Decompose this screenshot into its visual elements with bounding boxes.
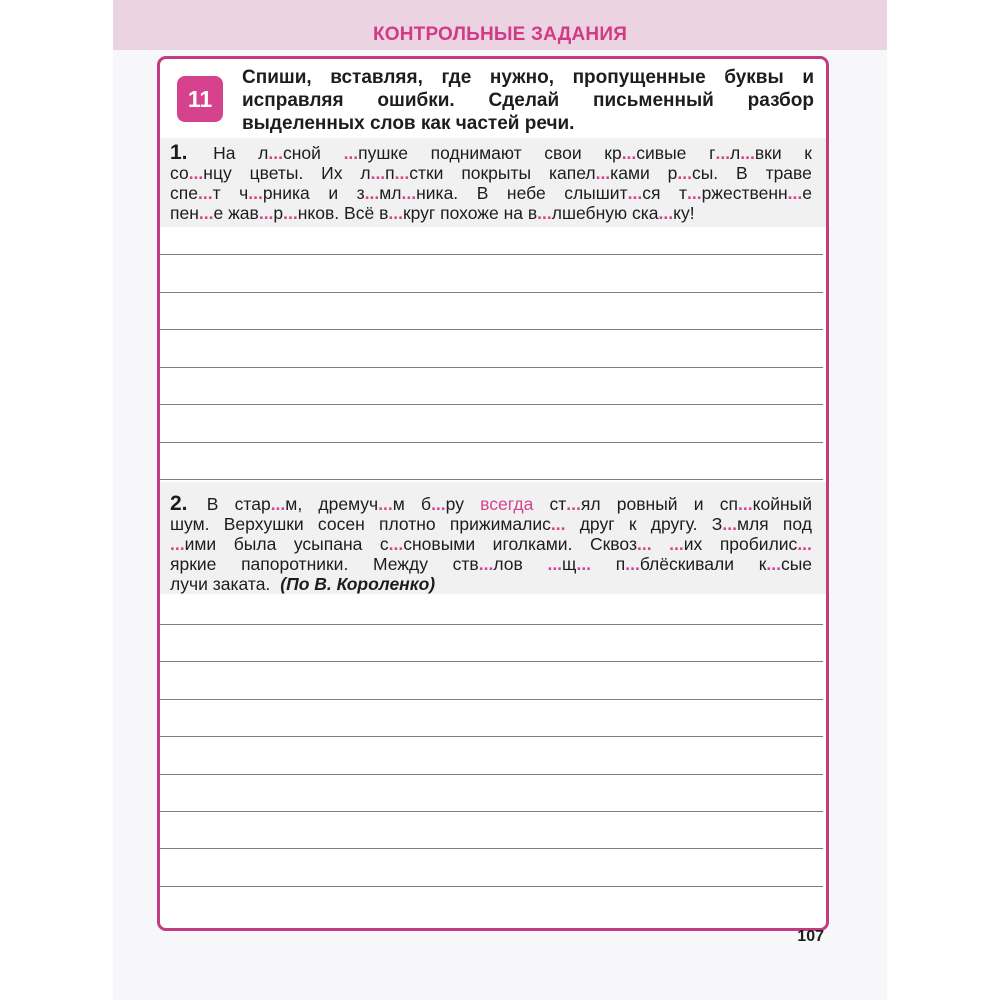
- word: усыпана: [293, 534, 363, 554]
- missing-letter-gap: ...: [478, 554, 494, 574]
- word: прижималис...: [449, 514, 566, 534]
- word: Между: [373, 554, 428, 574]
- missing-letter-gap: ...: [283, 203, 298, 223]
- word: ч...рника: [239, 183, 310, 203]
- writing-line: [160, 479, 823, 480]
- exercise-1-text: [170, 143, 812, 223]
- writing-line: [160, 699, 823, 700]
- word: р...сы.: [667, 163, 719, 183]
- writing-line: [160, 442, 823, 443]
- word: в...лшебную: [527, 203, 628, 223]
- missing-letter-gap: ...: [787, 183, 803, 203]
- word: сп...койный: [719, 494, 812, 514]
- missing-letter-gap: ...: [537, 203, 552, 223]
- missing-letter-gap: ...: [343, 143, 359, 163]
- missing-letter-gap: ...: [364, 183, 380, 203]
- word: цветы.: [249, 163, 304, 183]
- page-number: 107: [797, 928, 824, 945]
- word: друг: [579, 514, 615, 534]
- missing-letter-gap: ...: [550, 514, 566, 534]
- missing-letter-gap: ...: [621, 143, 637, 163]
- word: заката.: [212, 574, 271, 594]
- task-instruction: Спиши, вставляя, где нужно, пропущенные буквы и исправляя ошибки. Сделай письменный разбор выделенных слов как частей речи.: [242, 67, 814, 134]
- task-number-badge: 11: [177, 76, 223, 122]
- word: ...ими: [170, 534, 217, 554]
- missing-letter-gap: ...: [738, 494, 753, 514]
- word: З...мля: [711, 514, 769, 534]
- word: яркие: [170, 554, 217, 574]
- word: и: [328, 183, 339, 203]
- word: похоже: [440, 203, 499, 223]
- word: ска...ку!: [632, 203, 695, 223]
- section-title: КОНТРОЛЬНЫЕ ЗАДАНИЯ: [372, 24, 628, 45]
- word: капел...ками: [548, 163, 650, 183]
- writing-line: [160, 329, 823, 330]
- word: В: [736, 163, 748, 183]
- word: иголками.: [492, 534, 573, 554]
- text-line: [170, 534, 812, 554]
- writing-line: [160, 292, 823, 293]
- word: покрыты: [461, 163, 532, 183]
- writing-line: [160, 404, 823, 405]
- highlighted-word: всегда: [480, 494, 534, 514]
- word: другу.: [650, 514, 698, 534]
- word: стар...м,: [234, 494, 303, 514]
- word: лучи: [170, 574, 208, 594]
- missing-letter-gap: ...: [188, 163, 204, 183]
- missing-letter-gap: ...: [547, 554, 563, 574]
- word: п...блёскивали: [615, 554, 734, 574]
- writing-line: [160, 848, 823, 849]
- exercise-number: 2.: [170, 492, 188, 515]
- source-attribution: (По В. Короленко): [280, 574, 436, 594]
- word: и: [693, 494, 704, 514]
- word: папоротники.: [241, 554, 349, 574]
- word: слышит...ся: [564, 183, 661, 203]
- word: жав...р...нков.: [228, 203, 340, 223]
- word: спе...т: [170, 183, 221, 203]
- word: Их: [321, 163, 343, 183]
- word: дремуч...м: [318, 494, 405, 514]
- missing-letter-gap: ...: [197, 183, 213, 203]
- missing-letter-gap: ...: [198, 203, 214, 223]
- missing-letter-gap: ...: [566, 494, 581, 514]
- missing-letter-gap: ...: [715, 143, 731, 163]
- word: к...сые: [758, 554, 812, 574]
- missing-letter-gap: ...: [431, 494, 446, 514]
- missing-letter-gap: ...: [170, 534, 185, 554]
- word: Верхушки: [223, 514, 304, 534]
- word: т...ржественн...е: [678, 183, 812, 203]
- word: ...пушке: [343, 143, 409, 163]
- word: к: [628, 514, 637, 534]
- word: на: [503, 203, 523, 223]
- text-line: [170, 514, 812, 534]
- word: к: [804, 143, 812, 163]
- missing-letter-gap: ...: [797, 534, 812, 554]
- writing-line: [160, 254, 823, 255]
- word: шум.: [170, 514, 210, 534]
- missing-letter-gap: ...: [576, 554, 592, 574]
- word: В: [476, 183, 489, 203]
- word: г...л...вки: [709, 143, 782, 163]
- word: пробилис...: [719, 534, 812, 554]
- word: ств...лов: [452, 554, 523, 574]
- exercise-2-text: [170, 494, 812, 594]
- word: кр...сивые: [604, 143, 687, 163]
- missing-letter-gap: ...: [627, 183, 643, 203]
- writing-line: [160, 736, 823, 737]
- word: небе: [506, 183, 546, 203]
- missing-letter-gap: ...: [378, 494, 393, 514]
- word: свои: [544, 143, 582, 163]
- word: На: [213, 143, 236, 163]
- missing-letter-gap: ...: [388, 203, 403, 223]
- word: в...круг: [379, 203, 436, 223]
- word: под: [782, 514, 812, 534]
- missing-letter-gap: ...: [388, 534, 404, 554]
- word: л...сной: [258, 143, 321, 163]
- missing-letter-gap: ...: [669, 534, 684, 554]
- missing-letter-gap: ...: [658, 203, 674, 223]
- word: ровный: [616, 494, 678, 514]
- word: со...нцу: [170, 163, 232, 183]
- text-line: [170, 203, 812, 223]
- word: л...п...стки: [360, 163, 444, 183]
- exercise-number: 1.: [170, 141, 188, 164]
- missing-letter-gap: ...: [686, 183, 702, 203]
- text-line: [170, 494, 812, 514]
- missing-letter-gap: ...: [766, 554, 781, 574]
- word: В: [206, 494, 219, 514]
- word: поднимают: [430, 143, 522, 163]
- missing-letter-gap: ...: [740, 143, 755, 163]
- missing-letter-gap: ...: [270, 494, 286, 514]
- word: б...ру: [421, 494, 464, 514]
- writing-line: [160, 774, 823, 775]
- text-line: [170, 143, 812, 163]
- missing-letter-gap: ...: [394, 163, 410, 183]
- missing-letter-gap: ...: [401, 183, 417, 203]
- word: пен...е: [170, 203, 224, 223]
- word: с...сновыми: [379, 534, 476, 554]
- word: з...мл...ника.: [356, 183, 459, 203]
- missing-letter-gap: ...: [370, 163, 386, 183]
- word: ...их: [669, 534, 703, 554]
- writing-line: [160, 886, 823, 887]
- missing-letter-gap: ...: [248, 183, 263, 203]
- writing-line: [160, 367, 823, 368]
- word: ...щ...: [547, 554, 592, 574]
- word: Сквоз...: [590, 534, 652, 554]
- writing-line: [160, 811, 823, 812]
- writing-line: [160, 661, 823, 662]
- missing-letter-gap: ...: [595, 163, 611, 183]
- missing-letter-gap: ...: [722, 514, 737, 534]
- text-line: [170, 183, 812, 203]
- word: плотно: [379, 514, 436, 534]
- word: Всё: [344, 203, 375, 223]
- word: сосен: [317, 514, 365, 534]
- text-line: [170, 163, 812, 183]
- text-line: [170, 554, 812, 574]
- missing-letter-gap: ...: [636, 534, 652, 554]
- text-line: [170, 574, 812, 594]
- missing-letter-gap: ...: [258, 203, 274, 223]
- missing-letter-gap: ...: [625, 554, 640, 574]
- missing-letter-gap: ...: [268, 143, 283, 163]
- word: ст...ял: [549, 494, 601, 514]
- missing-letter-gap: ...: [677, 163, 692, 183]
- word: была: [233, 534, 277, 554]
- word: траве: [765, 163, 812, 183]
- writing-line: [160, 624, 823, 625]
